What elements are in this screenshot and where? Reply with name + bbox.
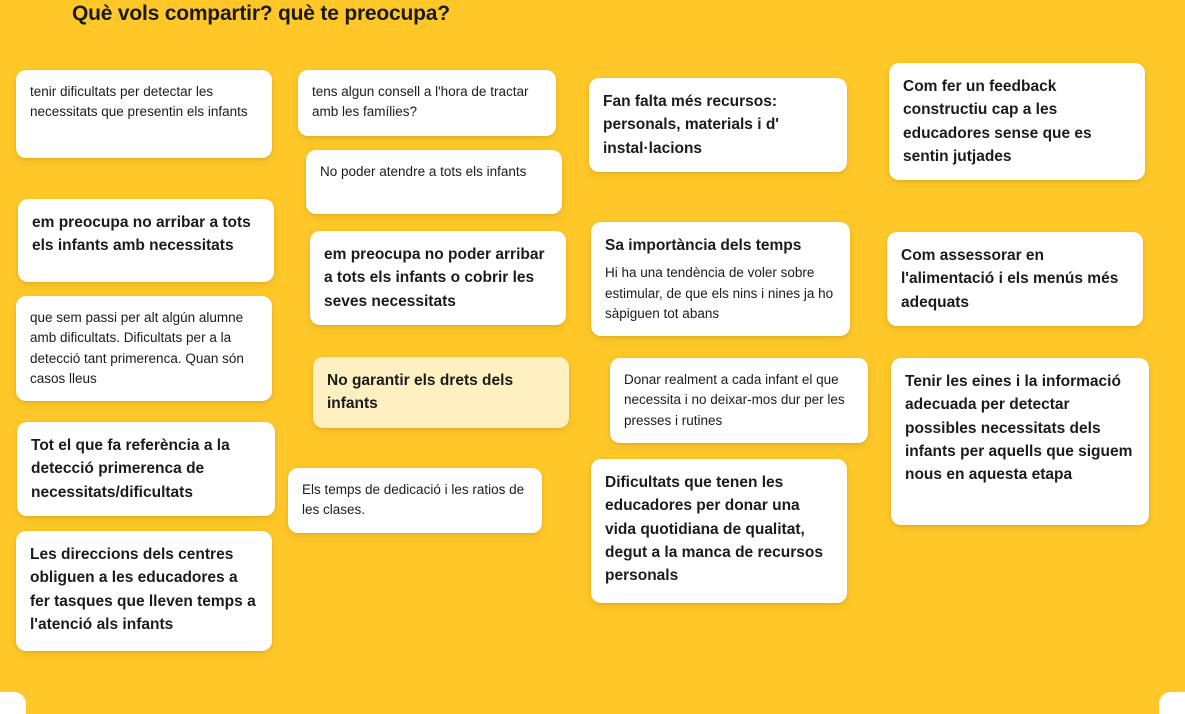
sticky-note-body: Els temps de dedicació i les ratios de les clases.	[302, 482, 525, 518]
sticky-note-heading: em preocupa no arribar a tots els infants amb necessitats	[32, 214, 251, 255]
sticky-note-heading: Com assessorar en l'alimentació i els menús més adequats	[901, 247, 1119, 311]
sticky-note[interactable]	[887, 232, 1143, 326]
sticky-note-body: Hi ha una tendència de voler sobre estimular, de que els nins i nines ja ho sàpiguen tot abans	[605, 265, 834, 321]
sticky-note[interactable]	[16, 70, 272, 158]
sticky-note[interactable]	[298, 70, 556, 136]
sticky-note-body: que sem passi per alt algún alumne amb dificultats. Dificultats per a la detecció tant primerenca. Quan són casos lleus	[30, 310, 244, 386]
sticky-note-heading: Les direccions dels centres obliguen a les educadores a fer tasques que lleven temps a l'atenció als infants	[30, 546, 256, 633]
sticky-note[interactable]	[18, 199, 274, 282]
sticky-note[interactable]	[16, 296, 272, 401]
sticky-note[interactable]	[891, 358, 1149, 525]
sticky-note-heading: Tenir les eines i la informació adecuada per detectar possibles necessitats dels infants per aquells que siguem nous en aquesta etapa	[905, 373, 1133, 483]
sticky-note-body: Donar realment a cada infant el que necessita i no deixar-mos dur per les presses i rutines	[624, 372, 845, 428]
sticky-note-heading: Com fer un feedback constructiu cap a les educadores sense que es sentin jutjades	[903, 78, 1092, 165]
sticky-note[interactable]	[310, 231, 566, 325]
sticky-note[interactable]	[288, 468, 542, 533]
sticky-note-body: tens algun consell a l'hora de tractar amb les famílies?	[312, 84, 529, 120]
sticky-note-heading: Tot el que fa referència a la detecció primerenca de necessitats/dificultats	[31, 437, 230, 501]
sticky-note[interactable]	[589, 78, 847, 172]
sticky-note[interactable]	[889, 63, 1145, 180]
sticky-note[interactable]	[591, 222, 850, 336]
sticky-note[interactable]	[591, 459, 847, 603]
sticky-note-heading: em preocupa no poder arribar a tots els infants o cobrir les seves necessitats	[324, 246, 545, 310]
sticky-note[interactable]	[17, 422, 275, 516]
sticky-note-heading: Fan falta més recursos: personals, materials i d' instal·lacions	[603, 93, 779, 157]
sticky-note-heading: Dificultats que tenen les educadores per donar una vida quotidiana de qualitat, degut a la manca de recursos personals	[605, 474, 823, 584]
page-title: Què vols compartir? què te preocupa?	[72, 2, 450, 25]
sticky-note-heading: Sa importància dels temps	[605, 237, 802, 254]
bottom-right-corner	[1159, 692, 1185, 714]
bottom-strip	[0, 692, 1185, 714]
bottom-left-corner	[0, 692, 26, 714]
sticky-note-body: tenir dificultats per detectar les necessitats que presentin els infants	[30, 84, 248, 120]
sticky-note[interactable]	[16, 531, 272, 651]
sticky-note-heading: No garantir els drets dels infants	[327, 372, 514, 413]
sticky-note[interactable]	[306, 150, 562, 214]
sticky-note[interactable]	[610, 358, 868, 443]
sticky-note-body: No poder atendre a tots els infants	[320, 164, 527, 179]
sticky-note[interactable]	[313, 357, 569, 428]
